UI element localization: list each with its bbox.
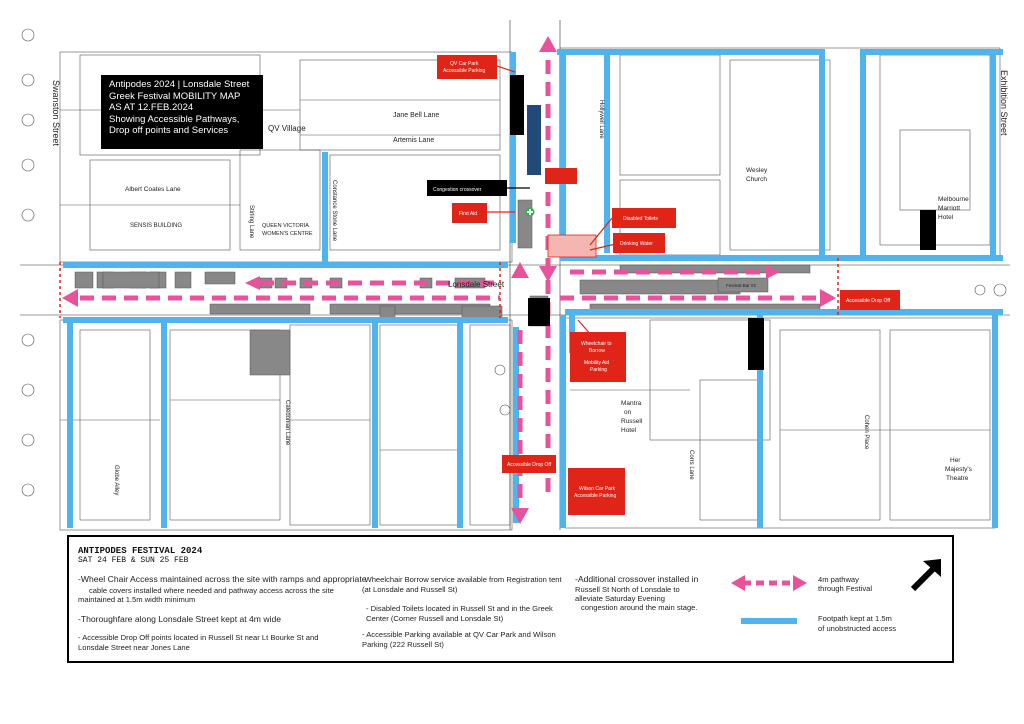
title-line-5: Drop off points and Services [109, 125, 229, 136]
wilson-car-park-label: Wilson Car Park [579, 486, 616, 492]
marriott-label-3: Hotel [938, 214, 954, 221]
mantra-label: Mantra [621, 400, 642, 407]
map-title-box [101, 75, 263, 149]
constance-stone-lane-label: Constance Stone Lane [331, 180, 337, 242]
north-arrow-icon [909, 557, 945, 593]
mobility-aid-label: Mobility Aid [584, 360, 610, 366]
congestion-crossover-label: Congestion crossover [433, 187, 482, 193]
qv-car-park-label: QV Car Park [450, 61, 479, 67]
queen-victoria-label: QUEEN VICTORIA [262, 223, 309, 229]
legend-pathway-2: through Festival [818, 584, 873, 593]
legend-drop-off-1: - Accessible Drop Off points located in Russell St near Lt Bourke St and [78, 633, 319, 642]
qv-car-park-label-2: Accessible Parking [443, 68, 486, 74]
mantra-label-3: Russell [621, 418, 643, 425]
legend-crossover-2: Russell St North of Lonsdale to [575, 585, 680, 594]
mantra-label-2: on [624, 409, 632, 416]
blue-bar-icon [741, 617, 797, 625]
accessible-drop-off-east-label: Accessible Drop Off [846, 298, 891, 304]
disabled-toilets-label: Disabled Toilets [623, 216, 658, 222]
legend-wheelchair-borrow-1: -Wheelchair Borrow service available from Registration tent [362, 575, 562, 584]
toilet-tent-box [545, 168, 577, 184]
first-aid-label: First Aid [459, 211, 478, 217]
legend-dates: SAT 24 FEB & SUN 25 FEB [78, 556, 189, 565]
jane-bell-lane-label: Jane Bell Lane [393, 112, 440, 119]
main-stage [527, 105, 541, 175]
her-majestys-label: Her [950, 457, 961, 464]
her-majestys-label-3: Theatre [946, 475, 969, 482]
marriott-label-2: Marriott [938, 205, 961, 212]
qv-village-label: QV Village [268, 124, 306, 133]
hollywell-lane-label: Hollywell Lane [598, 100, 604, 139]
legend-footpath-2: of unobstructed access [818, 624, 897, 633]
qv-car-park-box [437, 55, 497, 79]
legend-toilets-1: - Disabled Toilets located in Russell St and in the Greek [366, 604, 553, 613]
her-majestys-label-2: Majesty's [945, 466, 972, 473]
legend-crossover-4: congestion around the main stage. [581, 603, 698, 612]
sensis-building-label: SENSIS BUILDING [130, 223, 183, 229]
legend-footpath-1: Footpath kept at 1.5m [818, 614, 892, 623]
legend-heading: ANTIPODES FESTIVAL 2024 [78, 546, 203, 556]
swanston-street-label: Swanston Street [51, 80, 61, 147]
legend-crossover-3: alleviate Saturday Evening [575, 594, 665, 603]
wesley-church-label-2: Church [746, 176, 767, 183]
legend-wheelchair-access-3: maintained at 1.5m width minimum [78, 595, 196, 604]
mobility-aid-label-2: Parking [590, 367, 607, 373]
legend-crossover-1: -Additional crossover installed in [575, 574, 699, 584]
lonsdale-street-label: Lonsdale Street [448, 280, 505, 289]
legend-wheelchair-borrow-2: (at Lonsdale and Russell St) [362, 585, 458, 594]
legend-drop-off-2: Lonsdale Street near Jones Lane [78, 643, 190, 652]
globe-alley-label: Globe Alley [113, 465, 119, 496]
corrs-lane-label: Corrs Lane [688, 450, 694, 480]
caledonian-lane-label: Caledonian Lane [284, 400, 290, 446]
black-labels [427, 75, 936, 370]
double-arrow-icon [729, 573, 809, 593]
festival-bar-2-label: Festival Bar #2 [726, 283, 757, 288]
first-aid-icon [526, 208, 535, 217]
title-line-2: Greek Festival MOBILITY MAP [109, 90, 241, 102]
legend-wheelchair-access-1: -Wheel Chair Access maintained across the site with ramps and appropriate [78, 574, 367, 584]
title-line-1: Antipodes 2024 | Lonsdale Street [109, 79, 250, 90]
legend-pathway-1: 4m pathway [818, 575, 859, 584]
title-line-3: AS AT 12.FEB.2024 [109, 102, 194, 113]
legend-parking-1: - Accessible Parking available at QV Car Park and Wilson [362, 630, 556, 639]
marriott-label: Melbourne [938, 196, 969, 203]
wheelchair-borrow-label: Wheelchair to [581, 341, 612, 347]
cohen-place-label: Cohen Place [863, 415, 869, 450]
drinking-water-label: Drinking Water [620, 241, 653, 247]
legend-wheelchair-access-2: cable covers installed where needed and pathway access across the site [89, 586, 334, 595]
wheelchair-borrow-box [570, 332, 626, 382]
womens-centre-label: WOMEN'S CENTRE [262, 231, 313, 237]
title-line-4: Showing Accessible Pathways, [109, 113, 240, 125]
wilson-car-park-label-2: Accessible Parking [574, 493, 617, 499]
legend-thoroughfare: -Thoroughfare along Lonsdale Street kept at 4m wide [78, 614, 282, 624]
legend-panel [67, 535, 954, 663]
legend-parking-2: Parking (222 Russell St) [362, 640, 444, 649]
wheelchair-borrow-label-2: Borrow [589, 348, 605, 354]
mantra-label-4: Hotel [621, 427, 637, 434]
exhibition-street-label: Exhibition Street [999, 70, 1009, 136]
artemis-lane-label: Artemis Lane [393, 137, 435, 144]
stirling-lane-label: Stirling Lane [248, 205, 254, 239]
legend-wheelchair-access [78, 574, 367, 585]
legend-toilets-2: Center (Corner Russell and Lonsdale St) [366, 614, 504, 623]
accessible-drop-off-south-label: Accessible Drop Off [507, 462, 552, 468]
albert-coates-lane-label: Albert Coates Lane [125, 186, 181, 193]
wesley-church-label: Wesley [746, 167, 768, 174]
